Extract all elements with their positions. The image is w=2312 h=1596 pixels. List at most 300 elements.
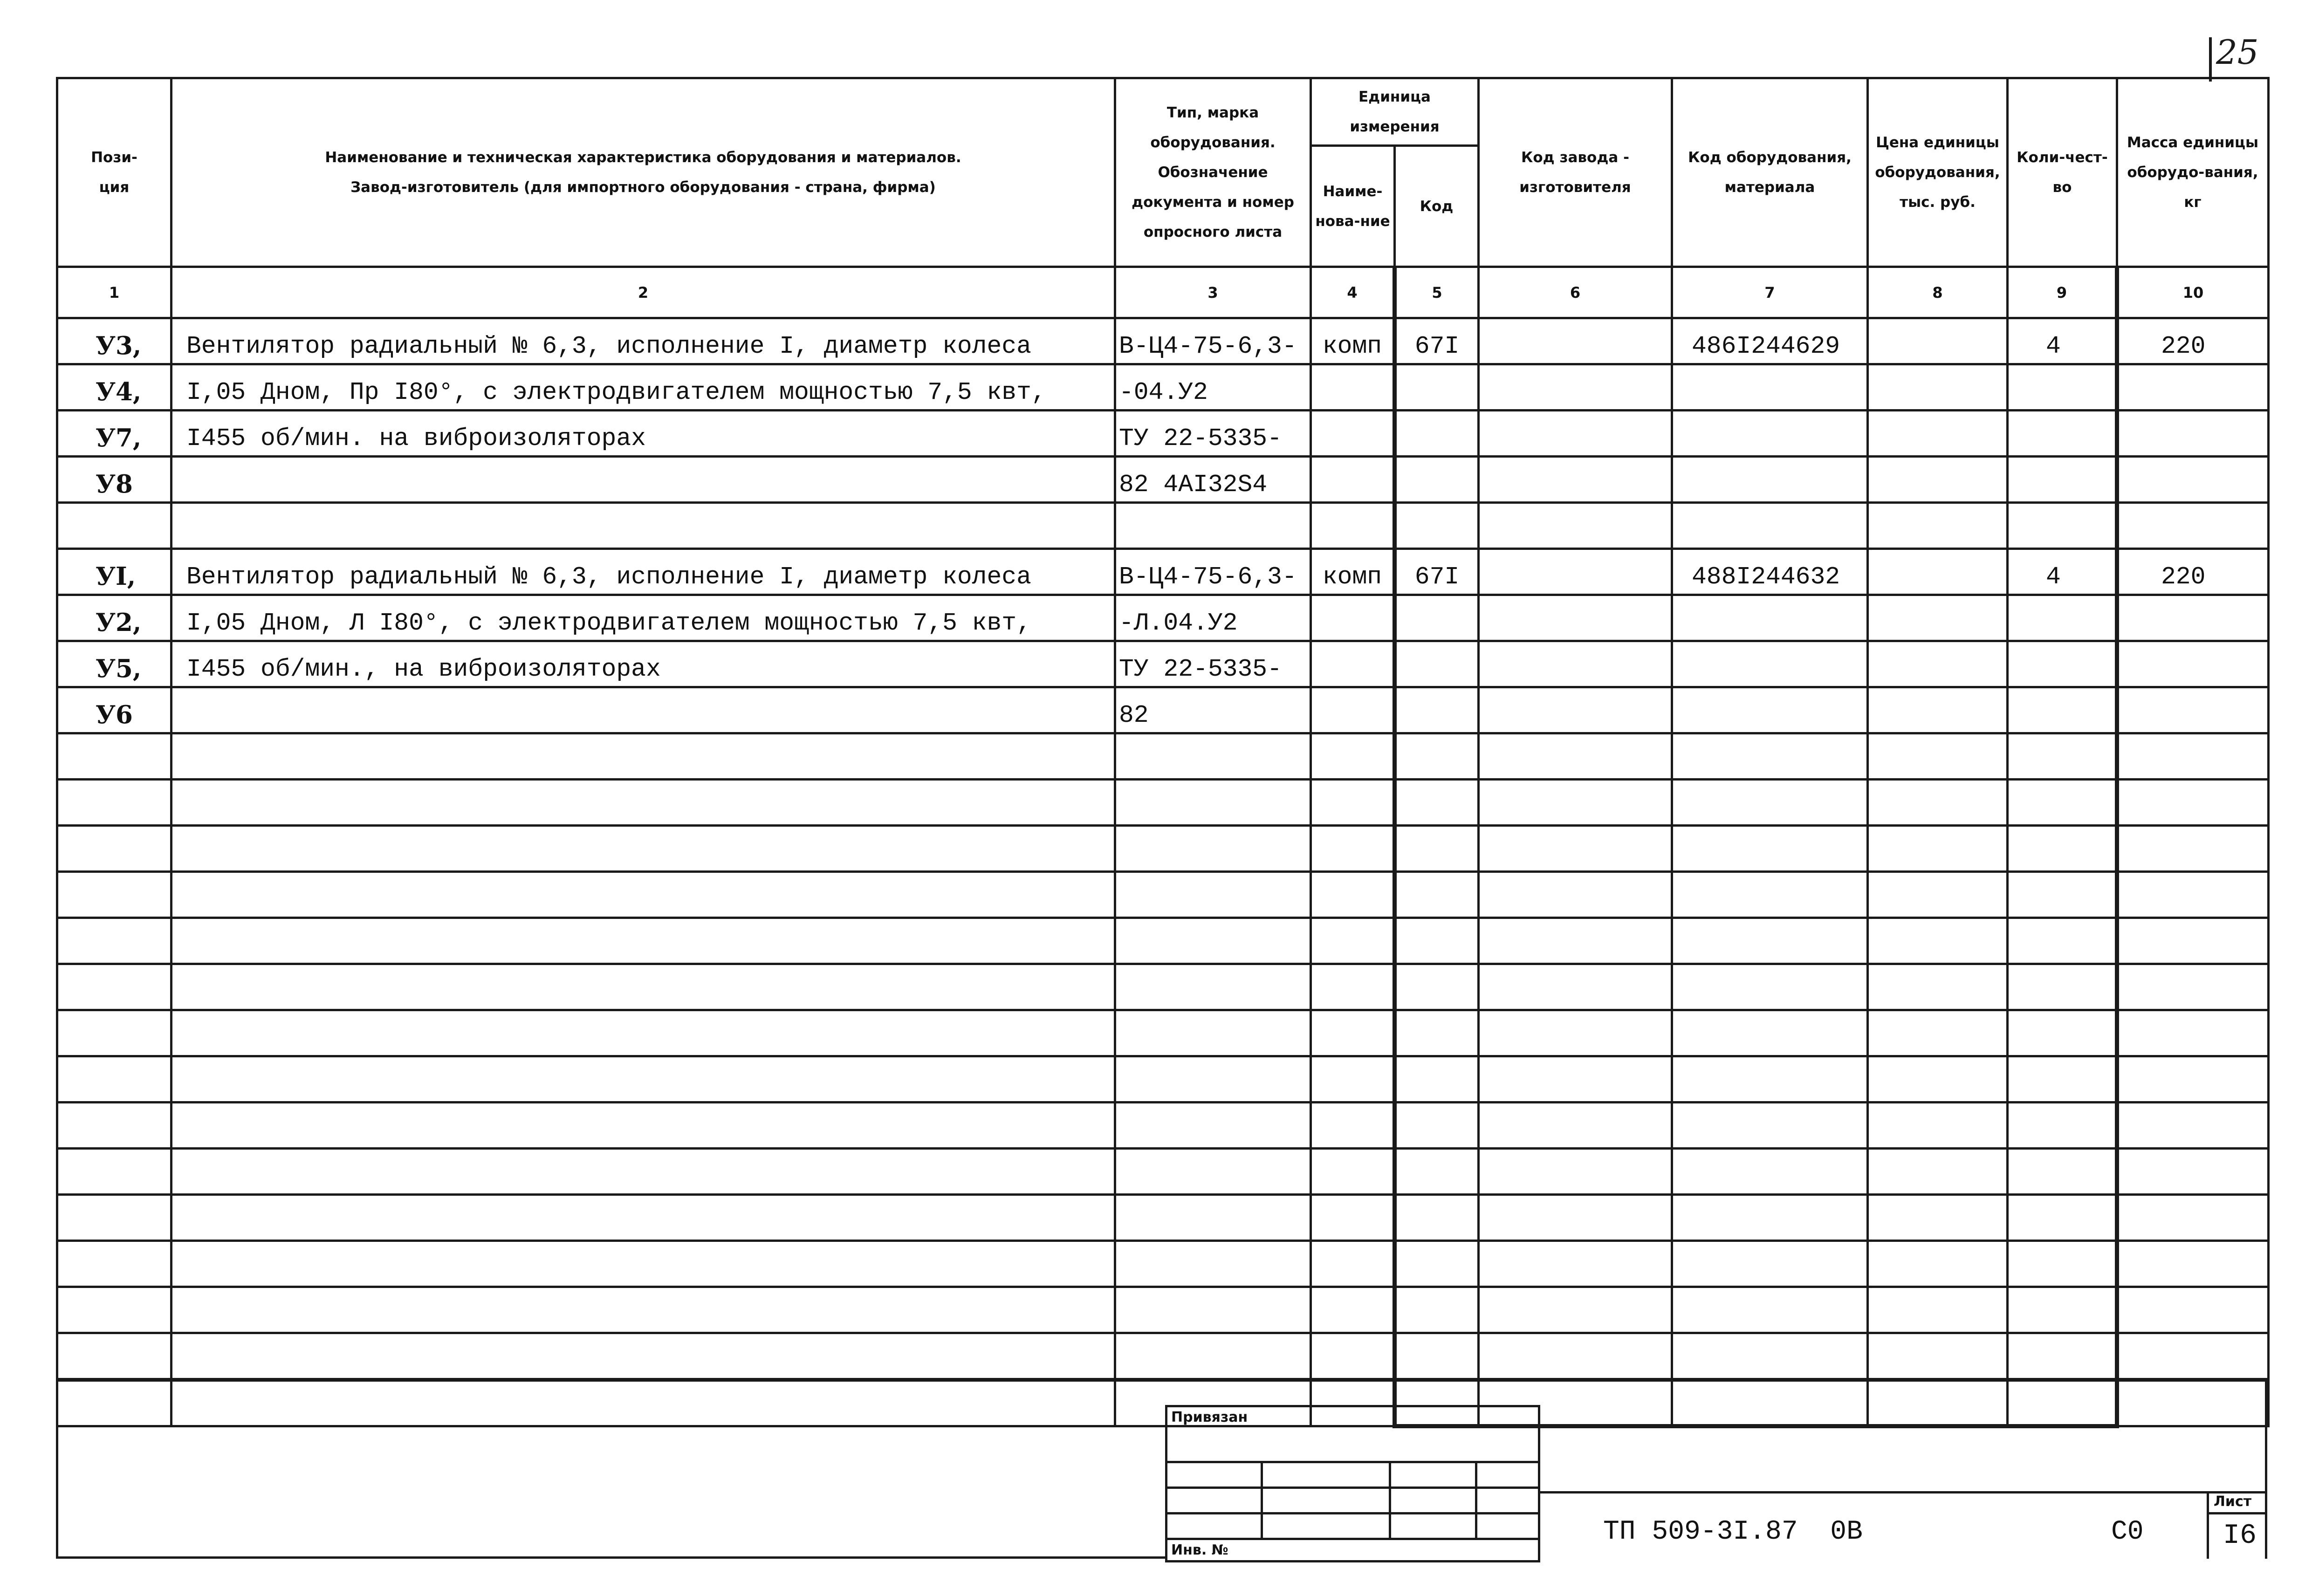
row-mass [2117,1241,2269,1287]
row-description: Вентилятор радиальный № 6,3, исполнение I, диаметр колеса [172,318,1115,364]
table-row [57,1379,2269,1426]
row-factory-code [1479,1103,1672,1149]
table-row [57,457,2269,503]
row-unit-name [1311,411,1395,457]
row-type-mark [1115,918,1311,964]
row-unit-name: комп [1311,549,1395,595]
row-factory-code [1479,457,1672,503]
table-row [57,1103,2269,1149]
row-mass: 220 [2117,318,2269,364]
page-number: 25 [2216,33,2259,72]
header-name [172,78,1115,267]
row-price [1868,872,2008,918]
row-unit-code [1395,918,1479,964]
row-type-mark [1115,1241,1311,1287]
row-unit-code [1395,503,1479,549]
column-number: 10 [2117,267,2269,318]
row-type-mark [1115,964,1311,1010]
table-row [57,1010,2269,1056]
table-row [57,1287,2269,1333]
row-quantity [2008,1333,2117,1379]
row-equipment-code [1672,364,1868,411]
table-row [57,595,2269,641]
row-description [172,780,1115,826]
row-equipment-code [1672,1333,1868,1379]
row-equipment-code: 486I244629 [1672,318,1868,364]
row-equipment-code: 488I244632 [1672,549,1868,595]
row-equipment-code [1672,1149,1868,1195]
row-equipment-code [1672,595,1868,641]
row-description [172,1287,1115,1333]
row-unit-code [1395,1010,1479,1056]
row-factory-code [1479,411,1672,457]
row-unit-name [1311,1010,1395,1056]
row-mass [2117,457,2269,503]
row-type-mark [1115,1056,1311,1103]
row-price [1868,364,2008,411]
row-equipment-code [1672,964,1868,1010]
table-row [57,1149,2269,1195]
row-unit-name [1311,1056,1395,1103]
row-description [172,1379,1115,1426]
row-unit-code [1395,687,1479,733]
row-type-mark [1115,1103,1311,1149]
row-type-mark: 82 [1115,687,1311,733]
row-unit-name [1311,641,1395,687]
row-price [1868,1333,2008,1379]
stamp-inv-label: Инв. № [1166,1539,1539,1562]
row-description [172,872,1115,918]
row-mass [2117,503,2269,549]
row-equipment-code [1672,1287,1868,1333]
stamp-attached-label: Привязан [1166,1406,1539,1462]
row-position [57,1241,172,1287]
row-quantity [2008,641,2117,687]
row-unit-name [1311,964,1395,1010]
row-description [172,1195,1115,1241]
column-number: 8 [1868,267,2008,318]
row-factory-code [1479,780,1672,826]
row-description [172,733,1115,780]
row-factory-code [1479,1287,1672,1333]
row-position [57,964,172,1010]
row-unit-name [1311,1149,1395,1195]
row-type-mark: ТУ 22-5335- [1115,411,1311,457]
column-number: 3 [1115,267,1311,318]
column-number: 7 [1672,267,1868,318]
row-price [1868,1287,2008,1333]
row-unit-code [1395,872,1479,918]
table-row [57,780,2269,826]
row-price [1868,918,2008,964]
header-type: Тип, марка оборудования. Обозначение документа и номер опросного листа [1115,78,1311,267]
row-factory-code [1479,318,1672,364]
table-row [57,641,2269,687]
row-unit-code [1395,733,1479,780]
row-type-mark [1115,1333,1311,1379]
row-quantity [2008,872,2117,918]
row-unit-code [1395,1241,1479,1287]
table-row [57,918,2269,964]
row-type-mark: В-Ц4-75-6,3- [1115,318,1311,364]
table-row [57,318,2269,364]
stamp-cell [1166,1488,1262,1514]
row-price [1868,641,2008,687]
row-unit-code [1395,780,1479,826]
header-quantity: Коли-чест-во [2008,78,2117,267]
column-number: 4 [1311,267,1395,318]
column-number: 5 [1395,267,1479,318]
row-unit-name [1311,1333,1395,1379]
row-mass: 220 [2117,549,2269,595]
row-unit-name [1311,872,1395,918]
row-position: У4, [57,364,172,411]
row-price [1868,826,2008,872]
row-quantity: 4 [2008,318,2117,364]
stamp-cell [1476,1462,1539,1488]
row-unit-code [1395,1287,1479,1333]
row-mass [2117,918,2269,964]
header-unit-code: Код [1395,146,1479,267]
row-unit-code [1395,1333,1479,1379]
row-description [172,964,1115,1010]
table-row [57,1056,2269,1103]
row-type-mark: В-Ц4-75-6,3- [1115,549,1311,595]
row-price [1868,457,2008,503]
row-unit-name [1311,1287,1395,1333]
row-mass [2117,826,2269,872]
row-type-mark [1115,1287,1311,1333]
stamp-cell [1476,1514,1539,1539]
row-position [57,1379,172,1426]
row-unit-name [1311,364,1395,411]
row-position: У7, [57,411,172,457]
row-mass [2117,1010,2269,1056]
row-mass [2117,964,2269,1010]
row-factory-code [1479,595,1672,641]
row-price [1868,780,2008,826]
table-row [57,687,2269,733]
row-mass [2117,641,2269,687]
row-quantity [2008,780,2117,826]
row-unit-code [1395,1195,1479,1241]
row-description: I,05 Дном, Л I80°, с электродвигателем мощностью 7,5 квт, [172,595,1115,641]
row-description: I,05 Дном, Пр I80°, с электродвигателем мощностью 7,5 квт, [172,364,1115,411]
row-equipment-code [1672,780,1868,826]
table-row [57,1195,2269,1241]
row-equipment-code [1672,1241,1868,1287]
document-designation: ТП 509-3I.87 0В [1603,1517,1863,1547]
row-factory-code [1479,872,1672,918]
row-price [1868,1195,2008,1241]
row-type-mark [1115,503,1311,549]
stamp-cell [1166,1462,1262,1488]
row-mass [2117,411,2269,457]
row-price [1868,549,2008,595]
specification-table [56,77,2270,1428]
row-equipment-code [1672,918,1868,964]
table-row [57,411,2269,457]
row-position [57,918,172,964]
lower-frame-left [56,1379,58,1559]
row-quantity [2008,503,2117,549]
sheet-label: Лист [2214,1493,2252,1510]
table-row [57,733,2269,780]
row-unit-name [1311,1103,1395,1149]
row-position [57,1195,172,1241]
row-equipment-code [1672,503,1868,549]
row-quantity: 4 [2008,549,2117,595]
row-unit-code [1395,641,1479,687]
row-description [172,687,1115,733]
row-factory-code [1479,826,1672,872]
row-mass [2117,780,2269,826]
row-equipment-code [1672,826,1868,872]
row-price [1868,1103,2008,1149]
page-number-rule [2209,37,2212,82]
row-unit-code: 67I [1395,318,1479,364]
row-quantity [2008,364,2117,411]
column-number: 9 [2008,267,2117,318]
row-unit-name [1311,457,1395,503]
row-description: I455 об/мин., на виброизоляторах [172,641,1115,687]
row-position [57,1103,172,1149]
row-description [172,1056,1115,1103]
row-type-mark [1115,1195,1311,1241]
row-factory-code [1479,918,1672,964]
row-position [57,1056,172,1103]
row-position [57,733,172,780]
row-equipment-code [1672,733,1868,780]
stamp-cell [1262,1462,1390,1488]
row-mass [2117,1195,2269,1241]
row-type-mark: -04.У2 [1115,364,1311,411]
row-unit-code [1395,364,1479,411]
table-row [57,549,2269,595]
row-equipment-code [1672,457,1868,503]
table-row [57,826,2269,872]
row-position: У2, [57,595,172,641]
row-quantity [2008,918,2117,964]
row-quantity [2008,1056,2117,1103]
row-factory-code [1479,1149,1672,1195]
row-factory-code [1479,364,1672,411]
row-price [1868,1010,2008,1056]
row-factory-code [1479,1333,1672,1379]
row-unit-name [1311,595,1395,641]
row-factory-code [1479,1195,1672,1241]
row-price [1868,733,2008,780]
row-price [1868,318,2008,364]
title-block-line [1538,1491,2267,1493]
row-quantity [2008,1195,2117,1241]
header-name-line2: Завод-изготовитель (для импортного оборудования - страна, фирма) [350,179,936,196]
row-quantity [2008,1379,2117,1426]
row-unit-code [1395,826,1479,872]
row-equipment-code [1672,1010,1868,1056]
row-description [172,918,1115,964]
row-description: Вентилятор радиальный № 6,3, исполнение I, диаметр колеса [172,549,1115,595]
row-unit-name [1311,733,1395,780]
row-quantity [2008,595,2117,641]
row-position: У3, [57,318,172,364]
row-position [57,1333,172,1379]
column-number-row [57,267,2269,318]
row-unit-name [1311,1241,1395,1287]
row-factory-code [1479,503,1672,549]
row-factory-code [1479,733,1672,780]
row-factory-code [1479,964,1672,1010]
row-mass [2117,1056,2269,1103]
row-mass [2117,687,2269,733]
row-price [1868,687,2008,733]
row-position: УI, [57,549,172,595]
row-type-mark: 82 4АI32S4 [1115,457,1311,503]
header-equipment-code: Код оборудования, материала [1672,78,1868,267]
row-equipment-code [1672,687,1868,733]
row-unit-code [1395,1056,1479,1103]
row-type-mark [1115,826,1311,872]
table-row [57,872,2269,918]
header-price: Цена единицы оборудования, тыс. руб. [1868,78,2008,267]
row-price [1868,1149,2008,1195]
column-number: 2 [172,267,1115,318]
row-quantity [2008,1149,2117,1195]
header-factory-code: Код завода - изготовителя [1479,78,1672,267]
lower-frame-base [56,1556,1165,1559]
row-description [172,1149,1115,1195]
row-factory-code [1479,1056,1672,1103]
row-position [57,1287,172,1333]
row-mass [2117,1333,2269,1379]
table-row [57,364,2269,411]
row-mass [2117,733,2269,780]
row-quantity [2008,733,2117,780]
row-position [57,503,172,549]
row-equipment-code [1672,872,1868,918]
table-row [57,964,2269,1010]
row-quantity [2008,1103,2117,1149]
row-unit-code: 67I [1395,549,1479,595]
column-number: 1 [57,267,172,318]
stamp-cell [1390,1462,1476,1488]
row-unit-code [1395,964,1479,1010]
row-unit-code [1395,457,1479,503]
row-factory-code [1479,687,1672,733]
row-description [172,1241,1115,1287]
document-code: С0 [2111,1517,2144,1547]
stamp-cell [1390,1488,1476,1514]
row-unit-code [1395,1103,1479,1149]
row-description [172,1333,1115,1379]
row-unit-name [1311,503,1395,549]
row-quantity [2008,1010,2117,1056]
stamp-cell [1166,1514,1262,1539]
row-factory-code [1479,1241,1672,1287]
stamp-cell [1390,1514,1476,1539]
row-description [172,1010,1115,1056]
row-mass [2117,1103,2269,1149]
sheet-number: I6 [2223,1520,2257,1552]
table-row [57,503,2269,549]
header-unit-name: Наиме-нова-ние [1311,146,1395,267]
row-description: I455 об/мин. на виброизоляторах [172,411,1115,457]
row-equipment-code [1672,1056,1868,1103]
row-description [172,1103,1115,1149]
row-quantity [2008,1287,2117,1333]
row-price [1868,503,2008,549]
row-quantity [2008,964,2117,1010]
row-position [57,872,172,918]
row-price [1868,1241,2008,1287]
header-name-line1: Наименование и техническая характеристика оборудования и материалов. [325,149,961,166]
row-factory-code [1479,1010,1672,1056]
row-mass [2117,364,2269,411]
row-unit-name [1311,826,1395,872]
row-position: У5, [57,641,172,687]
row-mass [2117,595,2269,641]
row-type-mark: ТУ 22-5335- [1115,641,1311,687]
row-type-mark [1115,780,1311,826]
row-type-mark [1115,1149,1311,1195]
header-unit-group: Единица измерения [1311,78,1479,146]
row-unit-name [1311,1195,1395,1241]
table-row [57,1241,2269,1287]
sheet-number-separator [2207,1512,2267,1514]
lower-frame-line [56,1379,2267,1382]
row-equipment-code [1672,1195,1868,1241]
row-price [1868,411,2008,457]
table-row [57,1333,2269,1379]
row-quantity [2008,457,2117,503]
row-mass [2117,1149,2269,1195]
stamp-cell [1476,1488,1539,1514]
row-position [57,1010,172,1056]
row-quantity [2008,687,2117,733]
stamp-cell [1262,1488,1390,1514]
row-unit-code [1395,411,1479,457]
row-factory-code [1479,641,1672,687]
header-position: Пози- ция [57,78,172,267]
row-price [1868,1379,2008,1426]
row-mass [2117,1379,2269,1426]
row-mass [2117,1287,2269,1333]
attachment-stamp [1165,1405,1540,1562]
row-description [172,826,1115,872]
row-factory-code [1479,549,1672,595]
row-type-mark [1115,733,1311,780]
row-type-mark: -Л.04.У2 [1115,595,1311,641]
row-position [57,1149,172,1195]
row-quantity [2008,826,2117,872]
row-position: У8 [57,457,172,503]
row-description [172,457,1115,503]
row-price [1868,964,2008,1010]
row-equipment-code [1672,641,1868,687]
row-unit-name [1311,780,1395,826]
row-unit-name [1311,687,1395,733]
stamp-cell [1262,1514,1390,1539]
row-equipment-code [1672,411,1868,457]
row-quantity [2008,1241,2117,1287]
row-quantity [2008,411,2117,457]
row-unit-code [1395,1149,1479,1195]
header-mass: Масса единицы оборудо-вания, кг [2117,78,2269,267]
row-type-mark [1115,872,1311,918]
row-equipment-code [1672,1103,1868,1149]
row-unit-name: комп [1311,318,1395,364]
row-description [172,503,1115,549]
